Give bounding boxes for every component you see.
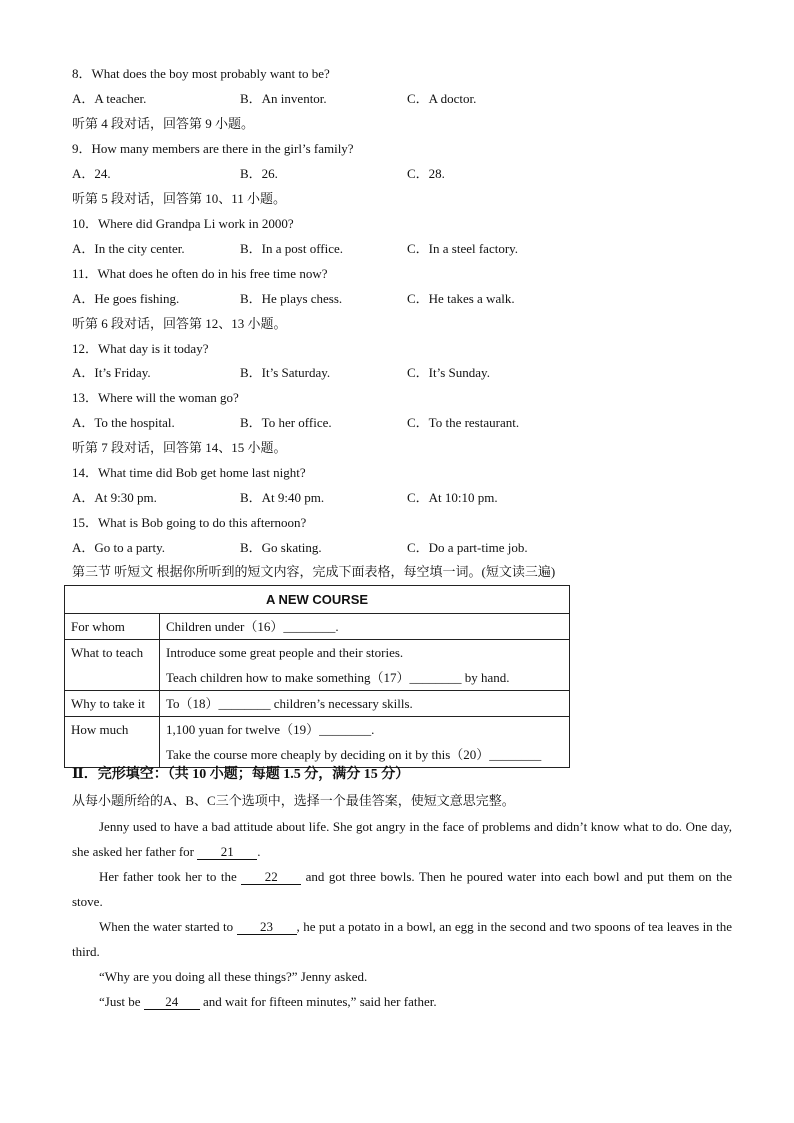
instruction-seg4: 听第 4 段对话，回答第 9 小题。 (72, 116, 255, 131)
option-b: B．He plays chess. (240, 291, 343, 306)
passage-paragraph-5 (72, 989, 732, 1014)
text: Her father took her to the (99, 869, 242, 884)
option-c: C．28. (407, 166, 445, 181)
question-8: 8．What does the boy most probably want to be? (72, 66, 330, 81)
option-c: C．To the restaurant. (407, 415, 520, 430)
options-15 (72, 540, 732, 556)
question-12: 12．What day is it today? (72, 341, 209, 356)
text: and wait for fifteen minutes,” said her father. (199, 994, 437, 1009)
option-b: B．Go skating. (240, 540, 322, 555)
option-a: A．He goes fishing. (72, 291, 180, 306)
option-b: B．At 9:40 pm. (240, 490, 325, 505)
passage-paragraph-4 (72, 964, 732, 989)
options-12 (72, 365, 732, 381)
table-header-row (65, 586, 570, 614)
cell-line: Introduce some great people and their stories. (166, 645, 404, 660)
option-c: C．In a steel factory. (407, 241, 519, 256)
blank-23: 23 (237, 920, 297, 935)
cell-line: To（18）________ children’s necessary skills. (166, 696, 413, 711)
text: “Why are you doing all these things?” Jenny asked. (99, 969, 368, 984)
part2-instruction: 从每小题所给的A、B、C三个选项中，选择一个最佳答案，使短文意思完整。 (72, 793, 515, 808)
table-row (65, 640, 570, 691)
options-13 (72, 415, 732, 431)
option-a: A．To the hospital. (72, 415, 175, 430)
text: Jenny used to have a bad attitude about life. She got angry in the face of problems and didn’t know what to do. One day, she asked her father for (72, 819, 732, 859)
option-b: B．26. (240, 166, 278, 181)
text: and got three bowls. Then he poured water into each bowl and put them on the stove. (72, 869, 732, 909)
section3-instruction: 第三节 听短文 根据你所听到的短文内容，完成下面表格，每空填一词。(短文读三遍) (72, 564, 556, 579)
row-content (160, 691, 570, 717)
option-c: C．A doctor. (407, 91, 477, 106)
row-content (160, 717, 570, 768)
options-11 (72, 291, 732, 307)
options-10 (72, 241, 732, 257)
row-label: Why to take it (65, 691, 160, 717)
cell-line: Teach children how to make something（17）________ by hand. (166, 670, 510, 685)
table-title: A NEW COURSE (65, 586, 570, 614)
option-c: C．Do a part-time job. (407, 540, 528, 555)
text: , he put a potato in a bowl, an egg in the second and two spoons of tea leaves in the third. (72, 919, 732, 959)
option-a: A．It’s Friday. (72, 365, 151, 380)
course-table (64, 585, 570, 768)
option-a: A．A teacher. (72, 91, 147, 106)
instruction-seg6: 听第 6 段对话，回答第 12、13 小题。 (72, 316, 287, 331)
question-14: 14．What time did Bob get home last night? (72, 465, 306, 480)
option-c: C．At 10:10 pm. (407, 490, 498, 505)
passage-paragraph-2 (72, 864, 732, 914)
option-b: B．It’s Saturday. (240, 365, 331, 380)
cell-line: Children under（16）________. (166, 619, 339, 634)
options-8 (72, 91, 732, 107)
options-14 (72, 490, 732, 506)
passage-paragraph-1 (72, 814, 732, 864)
question-9: 9．How many members are there in the girl’s family? (72, 141, 354, 156)
row-content (160, 640, 570, 691)
text: . (257, 844, 261, 859)
option-a: A．24. (72, 166, 111, 181)
part2-title: Ⅱ．完形填空：（共 10 小题；每题 1.5 分，满分 15 分） (72, 767, 410, 782)
passage-paragraph-3 (72, 914, 732, 964)
option-c: C．It’s Sunday. (407, 365, 490, 380)
option-b: B．In a post office. (240, 241, 344, 256)
option-c: C．He takes a walk. (407, 291, 515, 306)
question-11: 11．What does he often do in his free time now? (72, 266, 328, 281)
option-b: B．To her office. (240, 415, 332, 430)
table-row (65, 717, 570, 768)
instruction-seg5: 听第 5 段对话，回答第 10、11 小题。 (72, 191, 287, 206)
table-row (65, 691, 570, 717)
row-label: How much (65, 717, 160, 768)
option-a: A．Go to a party. (72, 540, 166, 555)
text: “Just be (99, 994, 144, 1009)
blank-21: 21 (197, 845, 257, 860)
text: When the water started to (99, 919, 237, 934)
row-label: What to teach (65, 640, 160, 691)
option-b: B．An inventor. (240, 91, 327, 106)
cell-line: Take the course more cheaply by deciding on it by this（20）________ (166, 747, 542, 762)
question-15: 15．What is Bob going to do this afternoon? (72, 515, 307, 530)
option-a: A．In the city center. (72, 241, 185, 256)
options-9 (72, 166, 732, 182)
instruction-seg7: 听第 7 段对话，回答第 14、15 小题。 (72, 440, 287, 455)
blank-22: 22 (241, 870, 301, 885)
question-10: 10．Where did Grandpa Li work in 2000? (72, 216, 294, 231)
row-content (160, 614, 570, 640)
cell-line: 1,100 yuan for twelve（19）________. (166, 722, 375, 737)
row-label: For whom (65, 614, 160, 640)
table-row (65, 614, 570, 640)
question-13: 13．Where will the woman go? (72, 390, 239, 405)
option-a: A．At 9:30 pm. (72, 490, 157, 505)
blank-24: 24 (144, 995, 200, 1010)
